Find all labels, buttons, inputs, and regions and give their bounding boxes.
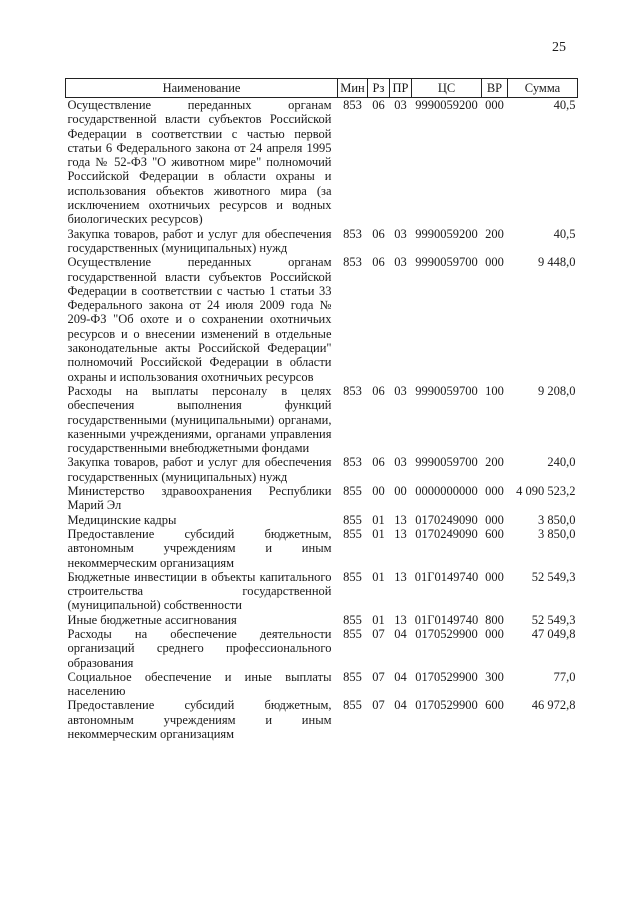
row-name: Министерство здравоохранения Республики Марий Эл (67, 484, 332, 513)
row-min: 853 (343, 455, 362, 470)
row-rz: 01 (372, 512, 385, 527)
row-name: Бюджетные инвестиции в объекты капитального строительства государственной (муниципальной) собственности (67, 569, 332, 613)
row-rz: 00 (372, 484, 385, 499)
row-pr: 03 (394, 226, 407, 241)
table-body (66, 98, 578, 742)
row-vr: 200 (485, 455, 504, 470)
row-min: 855 (343, 669, 362, 684)
row-min: 855 (343, 512, 362, 527)
row-pr: 13 (394, 526, 407, 541)
row-sum: 52 549,3 (531, 569, 576, 584)
row-sum: 77,0 (553, 669, 576, 684)
row-vr: 300 (485, 669, 504, 684)
row-sum: 40,5 (553, 226, 576, 241)
row-pr: 04 (394, 698, 407, 713)
row-pr: 04 (394, 669, 407, 684)
row-rz: 06 (372, 255, 385, 270)
row-pr: 04 (394, 626, 407, 641)
header-name: Наименование (66, 79, 338, 98)
row-cs: 9990059700 (415, 255, 478, 270)
row-vr: 000 (485, 255, 504, 270)
table-row (66, 698, 578, 741)
row-name: Осуществление переданных органам государственной власти субъектов Российской Федерации в соответствии с частью 1 статьи 33 Федерального закона от 24 июля 2009 года № 209-ФЗ "Об охоте и о сохранении охотничьих ресурсов и о внесении изменений в отдельные законодательные акты Российской Федерации" полномочий Российской Федерации в области охраны и использования охотничьих ресурсов (67, 255, 332, 384)
budget-table (65, 78, 578, 741)
row-vr: 000 (485, 626, 504, 641)
row-min: 853 (343, 226, 362, 241)
row-cs: 9990059700 (415, 383, 478, 398)
table-row (66, 670, 578, 699)
row-pr: 13 (394, 512, 407, 527)
row-min: 853 (343, 98, 362, 112)
row-cs: 0170249090 (415, 512, 478, 527)
header-pr: ПР (390, 79, 412, 98)
table-row (66, 455, 578, 484)
row-sum: 240,0 (547, 455, 576, 470)
table-row (66, 384, 578, 455)
table-row (66, 613, 578, 627)
row-name: Предоставление субсидий бюджетным, автономным учреждениям и иным некоммерческим организациям (67, 698, 332, 742)
row-sum: 9 448,0 (538, 255, 576, 270)
row-min: 855 (343, 526, 362, 541)
row-min: 855 (343, 626, 362, 641)
row-sum: 9 208,0 (538, 383, 576, 398)
row-pr: 00 (394, 484, 407, 499)
row-cs: 0170529900 (415, 626, 478, 641)
row-min: 855 (343, 612, 362, 627)
table-row (66, 627, 578, 670)
table-row (66, 570, 578, 613)
row-pr: 13 (394, 569, 407, 584)
row-sum: 4 090 523,2 (516, 484, 576, 499)
table-row (66, 513, 578, 527)
row-rz: 06 (372, 226, 385, 241)
row-vr: 000 (485, 569, 504, 584)
header-cs: ЦС (412, 79, 482, 98)
row-pr: 03 (394, 255, 407, 270)
row-rz: 07 (372, 626, 385, 641)
row-name: Закупка товаров, работ и услуг для обеспечения государственных (муниципальных) нужд (67, 455, 332, 484)
row-rz: 01 (372, 569, 385, 584)
table-row (66, 527, 578, 570)
row-pr: 03 (394, 455, 407, 470)
row-cs: 01Г0149740 (414, 569, 479, 584)
row-rz: 06 (372, 455, 385, 470)
header-sum: Сумма (508, 79, 578, 98)
row-sum: 46 972,8 (531, 698, 576, 713)
row-vr: 000 (485, 484, 504, 499)
row-cs: 9990059200 (415, 98, 478, 112)
row-pr: 03 (394, 98, 407, 112)
row-cs: 01Г0149740 (414, 612, 479, 627)
row-sum: 52 549,3 (531, 612, 576, 627)
row-name: Социальное обеспечение и иные выплаты населению (67, 669, 332, 699)
row-cs: 0170249090 (415, 526, 478, 541)
row-name: Предоставление субсидий бюджетным, автономным учреждениям и иным некоммерческим организациям (67, 526, 332, 570)
table-row (66, 255, 578, 384)
table-row (66, 227, 578, 256)
row-pr: 13 (394, 612, 407, 627)
row-min: 855 (343, 698, 362, 713)
page-number: 25 (552, 40, 566, 55)
row-name: Закупка товаров, работ и услуг для обеспечения государственных (муниципальных) нужд (67, 226, 332, 255)
row-sum: 3 850,0 (538, 526, 576, 541)
row-vr: 600 (485, 698, 504, 713)
table-row (66, 98, 578, 227)
row-cs: 0170529900 (415, 698, 478, 713)
row-rz: 07 (372, 669, 385, 684)
row-name: Расходы на обеспечение деятельности организаций среднего профессионального образования (67, 626, 332, 670)
header-vr: ВР (482, 79, 508, 98)
row-cs: 0170529900 (415, 669, 478, 684)
row-min: 855 (343, 484, 362, 499)
table-row (66, 484, 578, 513)
row-vr: 100 (485, 383, 504, 398)
row-rz: 01 (372, 612, 385, 627)
row-name: Осуществление переданных органам государственной власти субъектов Российской Федерации в соответствии с частью первой статьи 6 Федерального закона от 24 апреля 1995 года № 52-ФЗ "О животном мире" полномочий Российской Федерации в области охраны и использования объектов животного мира (за исключением охотничьих ресурсов и водных биологических ресурсов) (67, 98, 332, 227)
row-sum: 40,5 (553, 98, 576, 112)
row-sum: 3 850,0 (538, 512, 576, 527)
row-cs: 0000000000 (415, 484, 478, 499)
row-rz: 07 (372, 698, 385, 713)
row-min: 853 (343, 255, 362, 270)
table-header-row (66, 79, 578, 98)
row-name: Медицинские кадры (67, 512, 177, 527)
header-min: Мин (338, 79, 368, 98)
row-vr: 200 (485, 226, 504, 241)
row-cs: 9990059700 (415, 455, 478, 470)
row-min: 853 (343, 383, 362, 398)
header-rz: Рз (368, 79, 390, 98)
row-min: 855 (343, 569, 362, 584)
row-rz: 01 (372, 526, 385, 541)
row-sum: 47 049,8 (531, 626, 576, 641)
row-vr: 600 (485, 526, 504, 541)
row-rz: 06 (372, 98, 385, 112)
row-vr: 800 (485, 612, 504, 627)
row-name: Иные бюджетные ассигнования (67, 612, 237, 627)
row-rz: 06 (372, 383, 385, 398)
row-pr: 03 (394, 383, 407, 398)
row-vr: 000 (485, 512, 504, 527)
row-name: Расходы на выплаты персоналу в целях обеспечения выполнения функций государственными (муниципальными) органами, казенными учреждениями, органами управления государственными внебюджетными фондами (67, 383, 332, 456)
row-vr: 000 (485, 98, 504, 112)
row-cs: 9990059200 (415, 226, 478, 241)
